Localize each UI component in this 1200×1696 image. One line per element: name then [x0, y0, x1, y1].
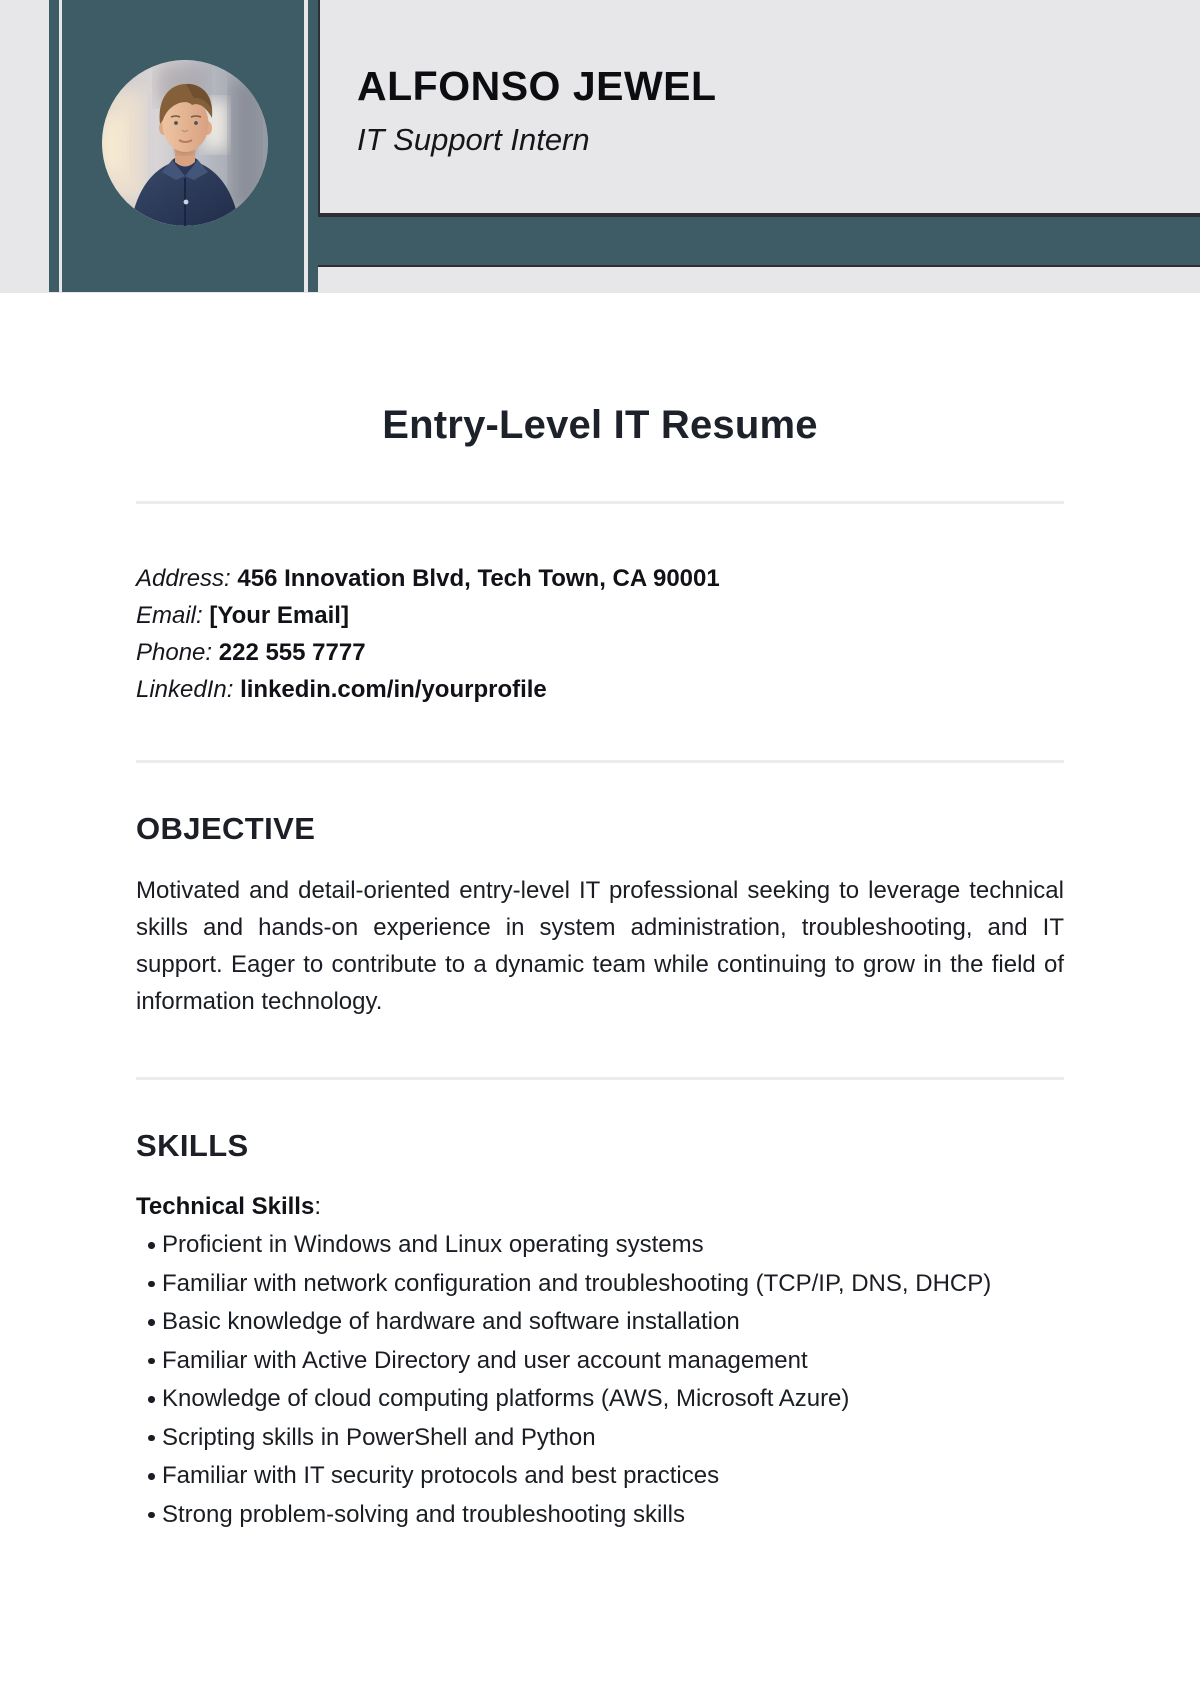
skill-item: Familiar with network configuration and troubleshooting (TCP/IP, DNS, DHCP) [136, 1265, 1064, 1304]
divider [136, 1077, 1064, 1080]
document-body [136, 401, 1064, 1534]
divider [136, 760, 1064, 763]
person-job-title: IT Support Intern [357, 122, 590, 158]
contact-address [136, 560, 1064, 597]
sidebar-accent-strip [49, 0, 59, 292]
skill-item: Familiar with Active Directory and user account management [136, 1342, 1064, 1381]
skill-item: Strong problem-solving and troubleshooting skills [136, 1496, 1064, 1535]
person-name: ALFONSO JEWEL [357, 63, 717, 109]
skill-item: Scripting skills in PowerShell and Python [136, 1419, 1064, 1458]
contact-label: LinkedIn: [136, 676, 234, 703]
contact-linkedin [136, 671, 1064, 708]
header-teal-band [318, 215, 1200, 267]
contact-value: 222 555 7777 [218, 639, 366, 666]
document-title: Entry-Level IT Resume [382, 403, 818, 447]
profile-photo-graphic [102, 60, 268, 226]
profile-photo [102, 60, 268, 226]
contact-email [136, 597, 1064, 634]
contact-label: Phone: [136, 639, 213, 666]
contact-block [136, 560, 1064, 708]
divider [136, 501, 1064, 504]
sidebar-accent-strip-right [308, 0, 318, 292]
name-panel [318, 0, 1200, 215]
skill-item: Familiar with IT security protocols and best practices [136, 1457, 1064, 1496]
skills-subheading-colon: : [314, 1193, 321, 1220]
objective-heading: OBJECTIVE [136, 811, 316, 846]
contact-value: linkedin.com/in/yourprofile [240, 676, 547, 703]
contact-value: 456 Innovation Blvd, Tech Town, CA 90001 [237, 565, 720, 592]
contact-value: [Your Email] [209, 602, 349, 629]
skill-item: Proficient in Windows and Linux operating systems [136, 1226, 1064, 1265]
skill-item: Knowledge of cloud computing platforms (AWS, Microsoft Azure) [136, 1380, 1064, 1419]
resume-header [0, 0, 1200, 293]
skills-list [136, 1226, 1064, 1534]
contact-label: Email: [136, 602, 203, 629]
objective-paragraph: Motivated and detail-oriented entry-level IT professional seeking to leverage technical skills and hands-on experience in system administration, troubleshooting, and IT support. Eager to contribute to a dynamic team while continuing to grow in the field of information technology. [136, 877, 1064, 1015]
skill-item: Basic knowledge of hardware and software installation [136, 1303, 1064, 1342]
skills-subheading [136, 1188, 1064, 1225]
skills-heading: SKILLS [136, 1128, 249, 1163]
contact-label: Address: [136, 565, 231, 592]
contact-phone [136, 634, 1064, 671]
skills-subheading-label: Technical Skills [136, 1193, 315, 1220]
